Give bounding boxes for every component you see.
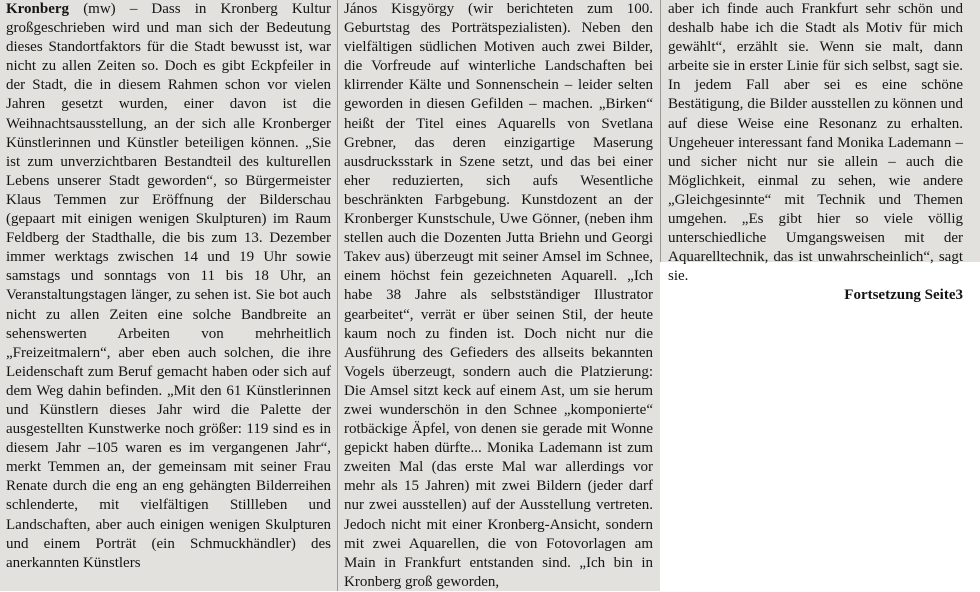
column-1-text: – Dass in Kronberg Kultur großgeschrieben wird und man sich der Bedeutung dieses Standortfaktors für die Stadt bewusst ist, war nicht zu allen Zeiten so. Doch es gibt Eckpfeiler in der Stadt, die in diesem Rahmen schon vor vielen Jahren gesetzt wurden, einer davon ist die Weihnachtsausstellung, an der sich alle Kronberger Künstlerinnen und Künstler beteiligen können. „Sie ist zum unverzichtbaren Bestandteil des kulturellen Lebens unserer Stadt geworden“, so Bürgermeister Klaus Temmen zur Eröffnung der Bilderschau (gepaart mit einigen wenigen Skulpturen) im Raum Feldberg der Stadthalle, die bis zum 13. Dezember immer werktags zwischen 14 und 19 Uhr sowie samstags und sonntags von 11 bis 18 Uhr, an Veranstaltungstagen länger, zu sehen ist. Sie bot auch nicht zu allen Zeiten eine solche Bandbreite an sehenswerten Arbeiten von mehrheitlich „Freizeitmalern“, aber eben auch solchen, die ihre Leidenschaft zum Beruf gemacht haben oder sich auf dem Weg dahin befinden. „Mit den 61 Künstlerinnen und Künstlern dieses Jahr wird die Palette der ausgestellten Kunstwerke noch größer: 119 sind es in diesem Jahr –105 waren es im vergangenen Jahr“, merkt Temmen an, der gemeinsam mit seiner Frau Renate durch die eng an eng gehängten Bilderreihen schlenderte, mit vielfältigen Stillleben und Landschaften, aber auch einigen wenigen Skulpturen und einem Porträt (ein Schmuckhändler) des anerkannten Künstlers	[6, 1, 331, 571]
column-2-text: János Kisgyörgy (wir berichteten zum 100. Geburtstag des Porträtspezialisten). Neben den vielfältigen südlichen Motiven auch zwei Bilder, die Vorfreude auf winterliche Landschaften bei klirrender Kälte und Sonnenschein – leider selten geworden in diesen Gefilden – machen. „Birken“ heißt der Titel eines Aquarells von Svetlana Grebner, das deren einzigartige Maserung ausdrucksstark in Szene setzt, und das bei einer eher reduzierten, sich aufs Wesentliche beschränkten Farbgebung. Kunstdozent an der Kronberger Kunstschule, Uwe Gönner, (neben ihm stellen auch die Dozenten Jutta Briehn und Georgi Takev aus) überzeugt mit seiner Amsel im Schnee, einem höchst fein gezeichneten Aquarell. „Ich habe 38 Jahre als selbstständiger Illustrator gearbeitet“, verrät er über seinen Stil, der heute kaum noch zu finden ist. Doch nicht nur die Ausführung des Gefieders des allseits bekannten Vogels überzeugt, sondern auch die Platzierung: Die Amsel sitzt keck auf einem Ast, um sie herum zwei wunderschön in den Schnee „komponierte“ rotbäckige Äpfel, von denen sie gerade mit Wonne gepickt haben dürfte... Monika Lademann ist zum zweiten Mal (das erste Mal war allerdings vor mehr als 15 Jahren) mit zwei Bildern (jeder darf nur zwei ausstellen) auf der Ausstellung vertreten. Jedoch nicht mit einer Kronberg-Ansicht, sondern mit zwei Aquarellen, die von Fotovorlagen am Main in Frankfurt entstanden sind. „Ich bin in Kronberg groß geworden,	[344, 1, 653, 590]
column-divider	[660, 0, 661, 262]
article-column-3	[662, 0, 968, 304]
article-paragraph	[0, 0, 336, 573]
continuation-note: Fortsetzung Seite3	[844, 287, 963, 304]
author-tag: (mw)	[83, 1, 116, 17]
article-column-2	[338, 0, 658, 591]
column-3-text: aber ich finde auch Frankfurt sehr schön und deshalb habe ich die Stadt als Motiv für mich gewählt“, erzählt sie. Wenn sie malt, dann arbeite sie in erster Linie für sich selbst, sagt sie. In jedem Fall aber sei es eine schöne Bestätigung, die Bilder ausstellen zu können und auf diese Weise eine Resonanz zu erhalten. Ungeheuer interessant fand Monika Lademann – und sicher nicht nur sie allein – auch die Möglichkeit, einmal zu sehen, wie andere „Gleichgesinnte“ mit Technik und Themen umgehen. „Es gibt hier so viele völlig unterschiedliche Umgangsweisen mit der Aquarelltechnik, das ist unwahrscheinlich“, sagt sie.	[668, 1, 963, 285]
dateline: Kronberg	[6, 1, 70, 17]
article-column-1	[0, 0, 336, 591]
